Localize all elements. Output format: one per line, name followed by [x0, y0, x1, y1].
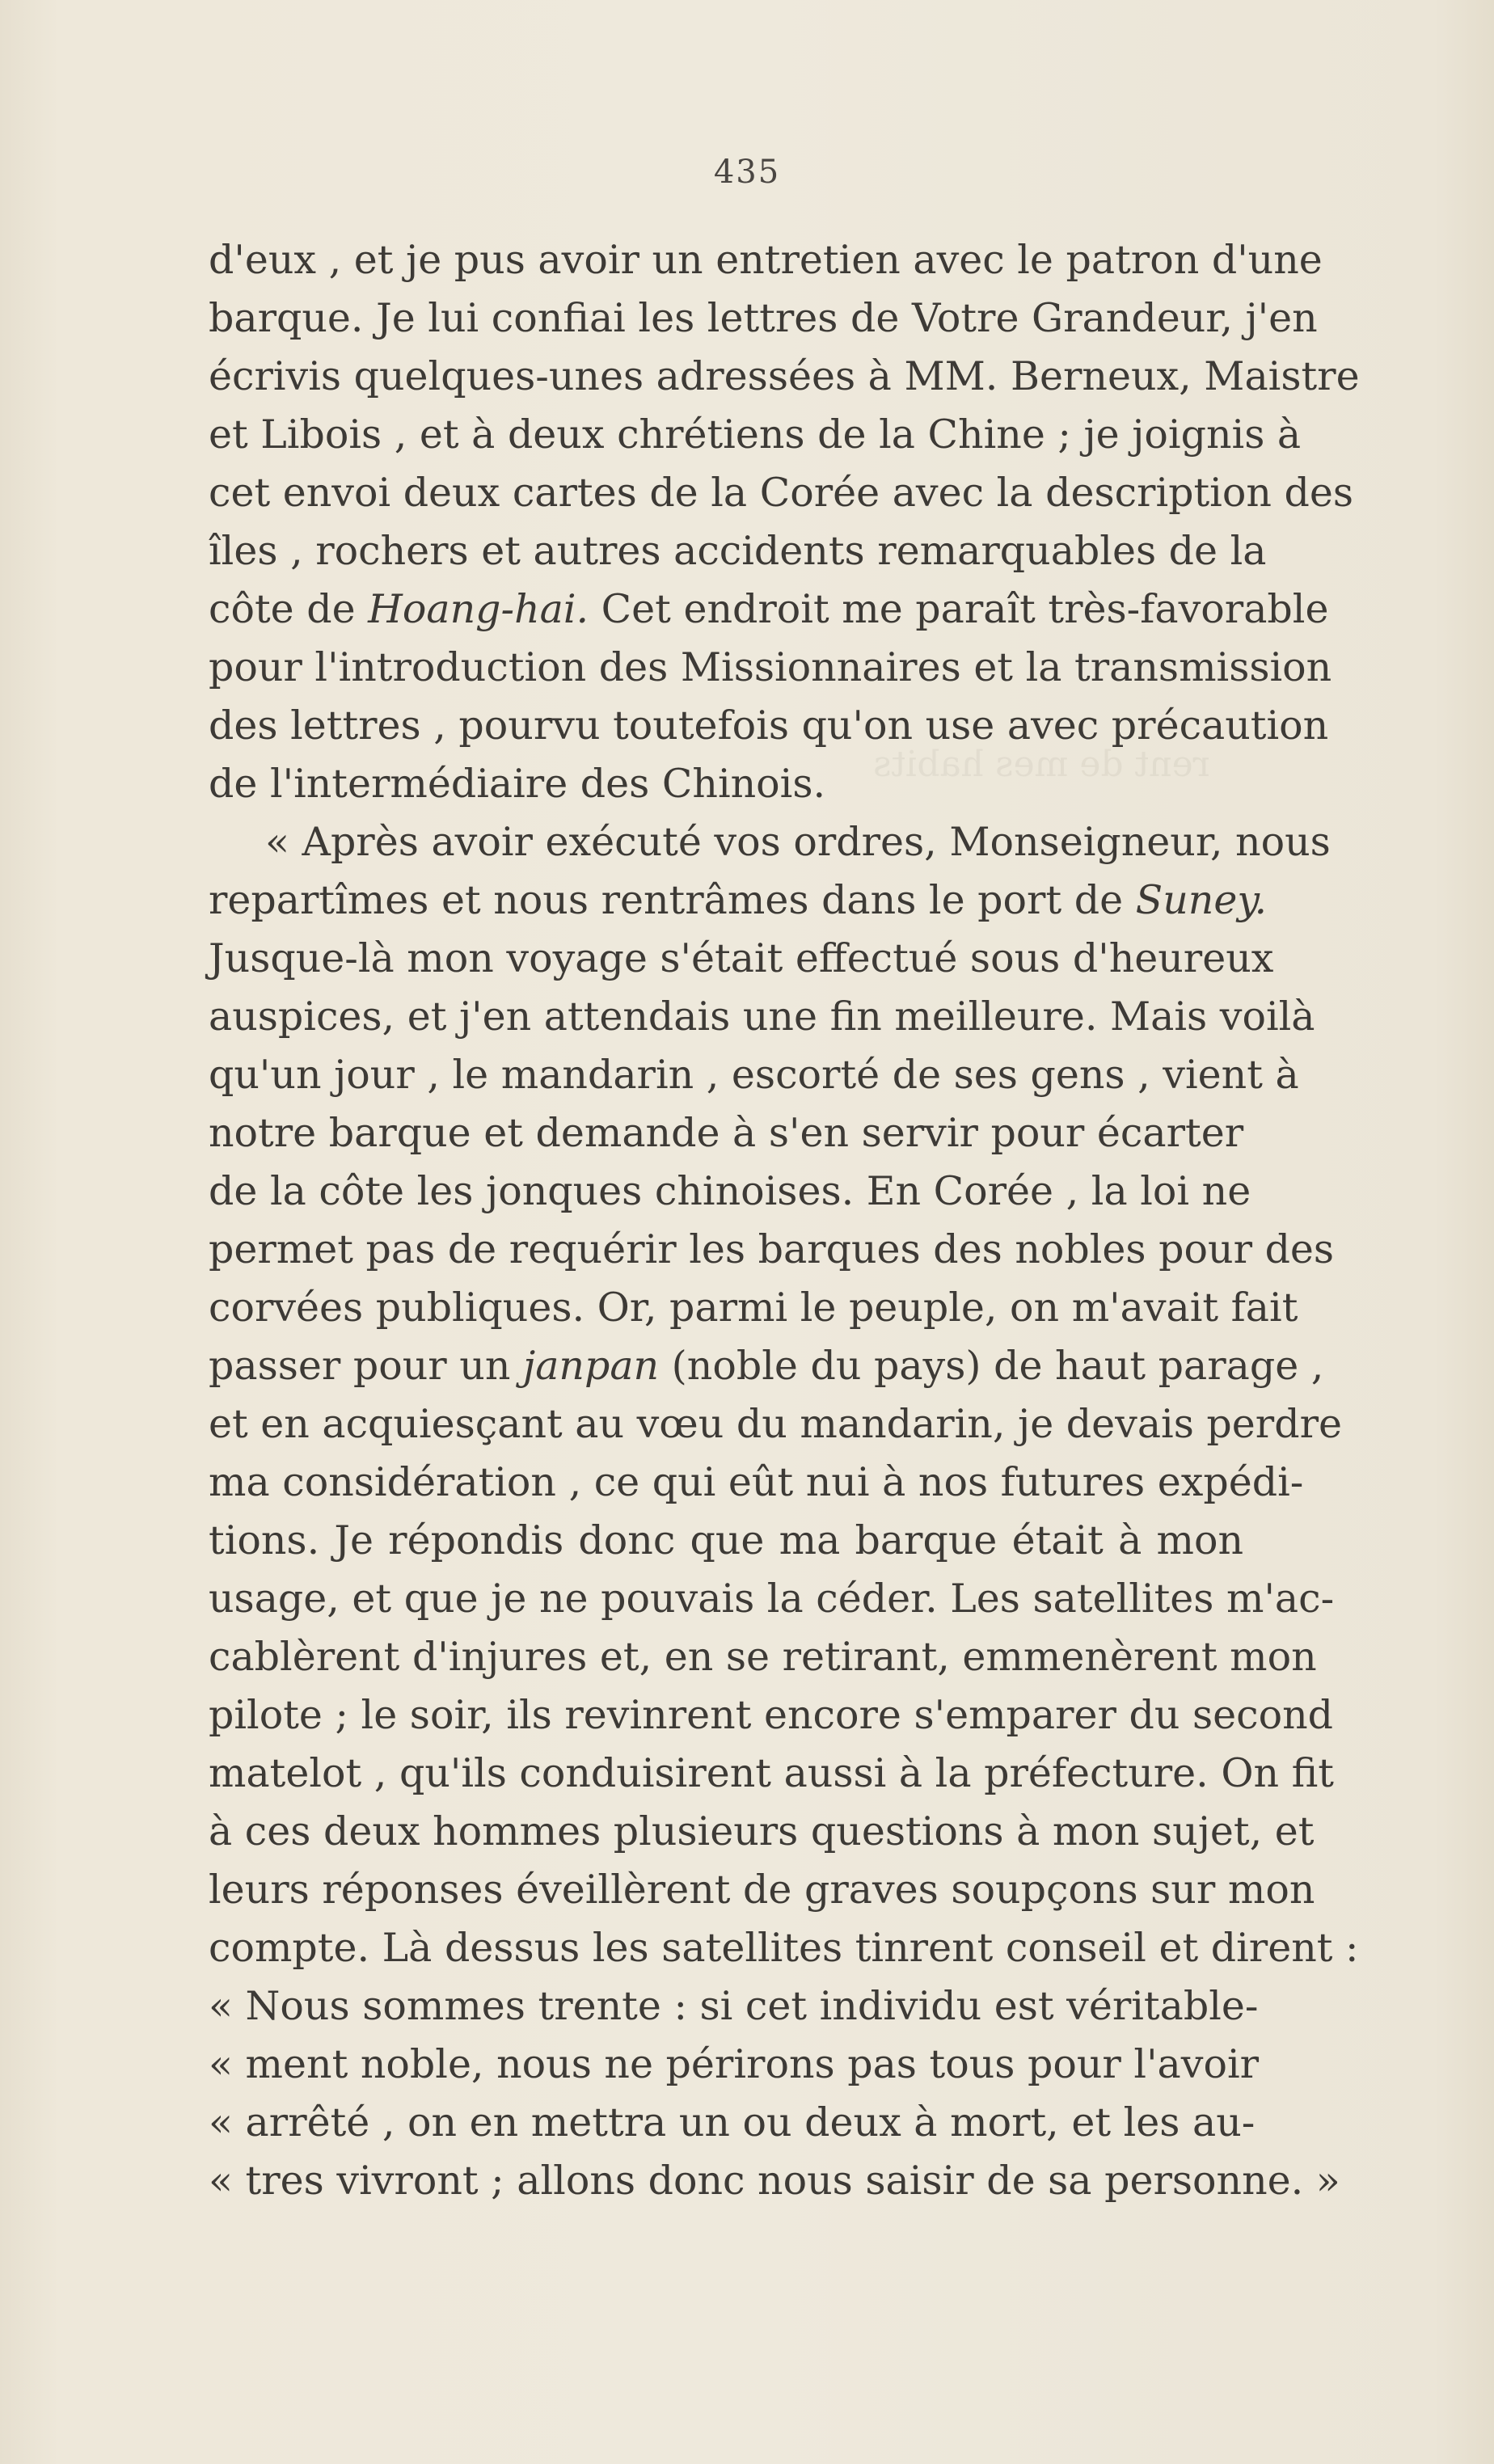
text-line-paragraph-start: « Après avoir exécuté vos ordres, Monseigneur, nous [265, 819, 1331, 865]
text-line: barque. Je lui confiai les lettres de Votre Grandeur, j'en [209, 295, 1318, 341]
text-line: cablèrent d'injures et, en se retirant, emmenèrent mon [209, 1634, 1317, 1680]
text-line: passer pour un janpan (noble du pays) de haut parage , [209, 1343, 1324, 1389]
bleed-through-text: rent de mes habits [873, 744, 1210, 785]
page-number: 435 [713, 154, 781, 191]
text-line: pour l'introduction des Missionnaires et la transmission [209, 644, 1332, 690]
text-line: cet envoi deux cartes de la Corée avec la description des [209, 470, 1353, 516]
text-line-paragraph-end: de l'intermédiaire des Chinois. [209, 761, 826, 807]
body-text [209, 231, 1360, 2210]
text-line: de la côte les jonques chinoises. En Corée , la loi ne [209, 1168, 1251, 1214]
text-line: pilote ; le soir, ils revinrent encore s'emparer du second [209, 1692, 1334, 1738]
text-line: permet pas de requérir les barques des nobles pour des [209, 1226, 1335, 1272]
text-line: îles , rochers et autres accidents remarquables de la [209, 528, 1267, 574]
text-line: ma considération , ce qui eût nui à nos futures expédi- [209, 1459, 1304, 1505]
text-line: des lettres , pourvu toutefois qu'on use avec précaution [209, 702, 1329, 749]
text-line: écrivis quelques-unes adressées à MM. Berneux, Maistre [209, 353, 1360, 399]
text-line-quote: « ment noble, nous ne périrons pas tous pour l'avoir [209, 2041, 1260, 2087]
text-line: tions. Je répondis donc que ma barque était à mon [209, 1517, 1243, 1563]
text-line: repartîmes et nous rentrâmes dans le port de Suney. [209, 877, 1268, 923]
text-line: Jusque-là mon voyage s'était effectué sous d'heureux [209, 935, 1274, 981]
text-line: corvées publiques. Or, parmi le peuple, on m'avait fait [209, 1285, 1298, 1331]
text-line-quote: « Nous sommes trente : si cet individu est véritable- [209, 1983, 1259, 2029]
text-line: et Libois , et à deux chrétiens de la Chine ; je joignis à [209, 411, 1302, 458]
place-name-suney: Suney. [1135, 877, 1268, 923]
text-line: auspices, et j'en attendais une fin meilleure. Mais voilà [209, 994, 1315, 1040]
text-line: côte de Hoang-hai. Cet endroit me paraît très-favorable [209, 586, 1329, 632]
place-name-hoang-hai: Hoang-hai. [368, 586, 589, 632]
text-line: à ces deux hommes plusieurs questions à mon sujet, et [209, 1808, 1315, 1854]
text-line: matelot , qu'ils conduisirent aussi à la préfecture. On fit [209, 1750, 1335, 1796]
text-line: compte. Là dessus les satellites tinrent conseil et dirent : [209, 1925, 1359, 1971]
text-line-quote: « tres vivront ; allons donc nous saisir de sa personne. » [209, 2158, 1340, 2204]
text-line: d'eux , et je pus avoir un entretien avec le patron d'une [209, 237, 1323, 283]
text-line: qu'un jour , le mandarin , escorté de ses gens , vient à [209, 1052, 1299, 1098]
text-line: notre barque et demande à s'en servir pour écarter [209, 1110, 1244, 1156]
text-line-quote: « arrêté , on en mettra un ou deux à mort, et les au- [209, 2099, 1256, 2145]
text-line: leurs réponses éveillèrent de graves soupçons sur mon [209, 1867, 1315, 1913]
text-line: et en acquiesçant au vœu du mandarin, je devais perdre [209, 1401, 1343, 1447]
term-janpan: janpan [523, 1343, 660, 1389]
text-line: usage, et que je ne pouvais la céder. Les satellites m'ac- [209, 1576, 1335, 1622]
